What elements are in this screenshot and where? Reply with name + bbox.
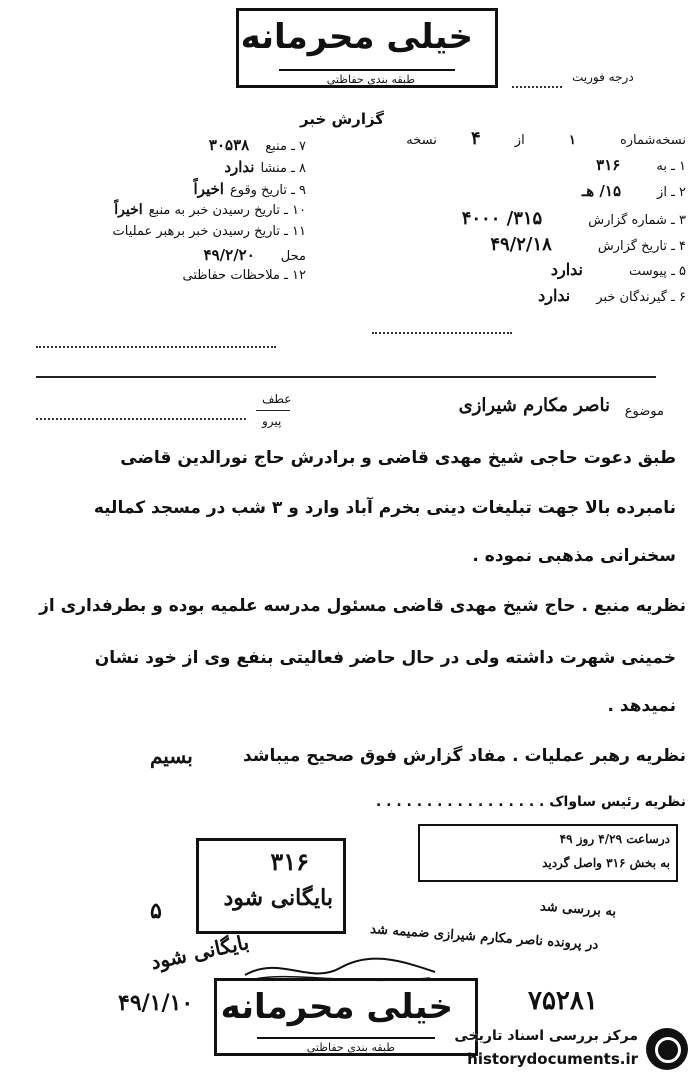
left-field-label: ۸ ـ منشا <box>260 161 306 176</box>
right-field-value: ۳۱۵/ ۴۰۰۰ <box>461 208 543 229</box>
right-field-label: ۲ ـ از <box>657 185 686 200</box>
subject-value: ناصر مکارم شیرازی <box>458 395 610 416</box>
copy-of-label: از <box>514 133 525 148</box>
right-field-row <box>356 234 686 260</box>
body-line: نامبرده بالا جهت تبلیغات دینی بخرم آباد وارد و ۳ شب در مسجد کمالیه <box>93 498 676 518</box>
subject-label: موضوع <box>624 404 664 419</box>
archive-stamp <box>196 838 346 934</box>
watermark-text: مرکز بررسی اسناد تاریخی <box>454 1028 638 1044</box>
right-field-value: ۳۱۶ <box>596 156 621 174</box>
subject-dots <box>36 418 246 420</box>
top-classification-stamp <box>236 8 498 88</box>
left-field-value: ندارد <box>224 158 255 176</box>
left-fields-list <box>36 136 306 290</box>
hand-note-3: بایگانی شود <box>148 929 251 975</box>
archive-stamp-text: بایگانی شود <box>223 885 333 911</box>
bottom-classification-title: خیلی محرمانه <box>220 987 453 1027</box>
copy-number-label: نسخه‌شماره <box>619 133 686 148</box>
right-field-value: ۴۹/۲/۱۸ <box>490 234 552 255</box>
doc-type: گزارش خبر <box>300 110 385 128</box>
urgency-label: درجه فوریت <box>572 70 634 84</box>
watermark-url: historydocuments.ir <box>467 1050 638 1068</box>
right-field-value: ۱۵/ هـ <box>581 182 622 200</box>
left-field-row <box>36 158 306 180</box>
right-notes-dots <box>372 332 512 334</box>
left-field-row <box>36 180 306 202</box>
watermark <box>430 1026 692 1078</box>
body-line: نمیدهد . <box>607 696 676 716</box>
top-classification-title: خیلی محرمانه <box>240 17 473 57</box>
body-line: نظریه رهبر عملیات . مفاد گزارش فوق صحیح میباشد <box>242 746 686 766</box>
hand-note-1: به بررسی شد <box>539 899 617 920</box>
top-classification-sub: طبقه بندی حفاظتی <box>326 73 415 86</box>
right-field-row <box>356 156 686 182</box>
left-field-label: ۱۲ ـ ملاحظات حفاظتی <box>182 268 306 283</box>
copy-suffix: نسخه <box>406 133 437 148</box>
hand-date: ۴۹/۱/۱۰ <box>118 990 194 1016</box>
left-field-row <box>36 202 306 224</box>
bottom-classification-sub: طبقه بندی حفاظتی <box>306 1041 395 1054</box>
body-line: سخنرانی مذهبی نموده . <box>472 546 676 566</box>
left-field-label: محل <box>280 249 306 264</box>
circled-number: ۵ <box>150 898 162 924</box>
left-field-value: اخیراً <box>193 180 224 198</box>
left-field-value: ۳۰۵۳۸ <box>208 136 250 154</box>
left-field-label: ۱۱ ـ تاریخ رسیدن خبر برهبر عملیات <box>112 224 306 239</box>
body-line: نظریه رئیس ساواک . . . . . . . . . . . . . . . . . <box>375 794 686 810</box>
atf-label: عطف <box>262 392 292 406</box>
right-field-label: ۶ ـ گیرندگان خبر <box>596 290 686 305</box>
right-field-value: ندارد <box>538 286 571 305</box>
left-notes-dots <box>36 346 276 348</box>
left-field-row <box>36 136 306 158</box>
watermark-logo-ring <box>655 1037 681 1063</box>
left-field-row <box>36 268 306 290</box>
section-divider <box>36 376 656 378</box>
left-field-label: ۹ ـ تاریخ وقوع <box>229 183 306 198</box>
right-field-label: ۳ ـ شماره گزارش <box>588 213 686 228</box>
left-field-row <box>36 246 306 268</box>
hand-number: ۷۵۲۸۱ <box>528 986 598 1016</box>
right-field-row <box>356 260 686 286</box>
archive-stamp-number: ۳۱۶ <box>270 847 309 876</box>
stamp-divider <box>279 69 455 71</box>
atf-divider <box>256 410 290 411</box>
left-field-row <box>36 224 306 246</box>
receipt-line2: به بخش ۳۱۶ واصل گردید <box>542 856 670 870</box>
hand-signature: بسیم <box>150 744 193 768</box>
watermark-logo-icon <box>646 1028 688 1070</box>
right-field-label: ۱ ـ به <box>656 159 686 174</box>
right-field-label: ۴ ـ تاریخ گزارش <box>597 239 686 254</box>
left-field-label: ۷ ـ منبع <box>265 139 306 154</box>
right-field-value: ندارد <box>550 260 584 279</box>
copy-number-value: ۱ <box>568 133 576 148</box>
right-field-row <box>356 182 686 208</box>
stamp-divider <box>257 1037 435 1039</box>
peyro-label: پیرو <box>262 414 282 428</box>
body-line: خمینی شهرت داشته ولی در حال حاضر فعالیتی بنفع وی از خود نشان <box>94 648 676 668</box>
hand-note-2: در پرونده ناصر مکارم شیرازی ضمیمه شد <box>369 922 599 953</box>
body-line: نظریه منبع . حاج شیخ مهدی قاضی مسئول مدرسه علمیه بوده و بطرفداری از <box>39 596 686 616</box>
urgency-dots <box>512 86 562 88</box>
receipt-line1: درساعت ۴/۲۹ روز ۴۹ <box>559 832 670 846</box>
right-field-row <box>356 208 686 234</box>
copy-number-row <box>406 128 686 149</box>
left-field-label: ۱۰ ـ تاریخ رسیدن خبر به منبع <box>148 203 306 218</box>
body-line: طبق دعوت حاجی شیخ مهدی قاضی و برادرش حاج نورالدین قاضی <box>120 448 676 468</box>
left-field-value: ۴۹/۲/۲۰ <box>203 246 255 264</box>
right-field-row <box>356 286 686 312</box>
left-field-value: اخیراً <box>114 202 143 218</box>
right-fields-list <box>356 156 686 312</box>
right-field-label: ۵ ـ پیوست <box>629 264 686 279</box>
receipt-stamp <box>418 824 678 882</box>
copy-total-value: ۴ <box>470 128 481 149</box>
